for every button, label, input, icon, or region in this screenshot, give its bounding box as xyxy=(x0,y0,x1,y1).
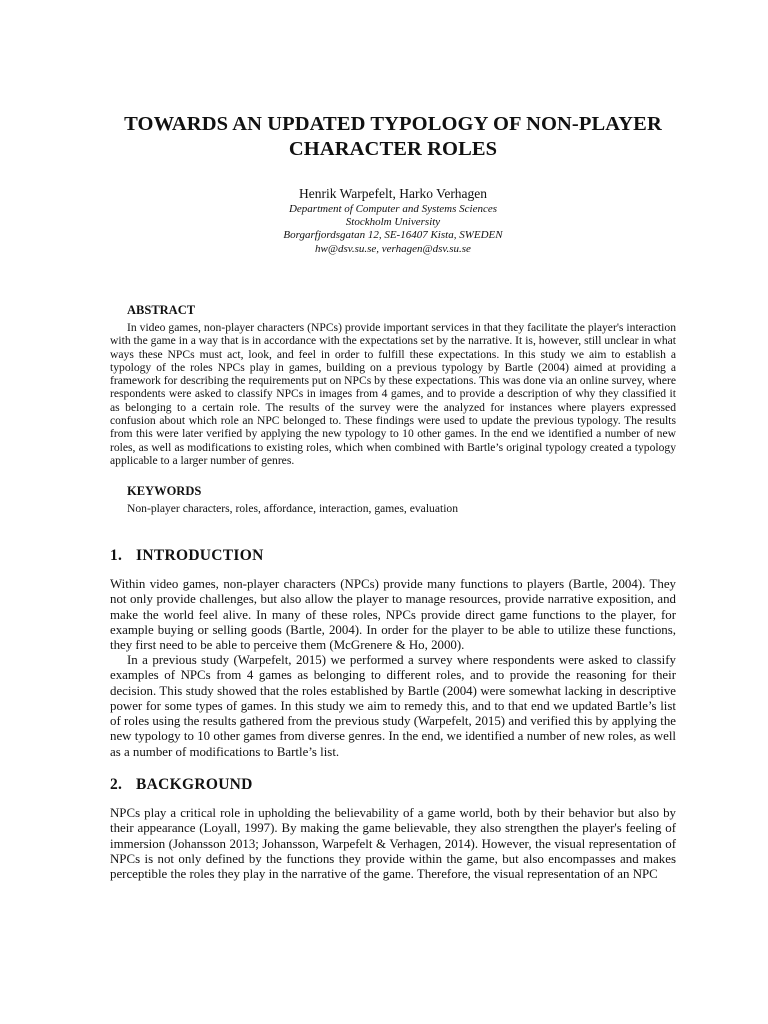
introduction-heading xyxy=(110,546,264,565)
background-paragraph-1: NPCs play a critical role in upholding the believability of a game world, both by their behavior but also by their appearance (Loyall, 1997). By making the game believable, they also strengthen the player's feeling of immersion (Johansson 2013; Johansson, Warpefelt & Verhagen, 2014). However, the visual representation of NPCs is not only defined by the functions they provide within the game, but also encompasses and makes perceptible the roles they play in the narrative of the game. Therefore, the visual representation of an NPC xyxy=(110,806,676,882)
affiliation-university: Stockholm University xyxy=(345,216,441,229)
introduction-section-title: INTRODUCTION xyxy=(136,547,264,564)
paper-authors: Henrik Warpefelt, Harko Verhagen xyxy=(298,186,488,201)
paper-title: TOWARDS AN UPDATED TYPOLOGY OF NON-PLAYER CHARACTER ROLES xyxy=(124,113,662,160)
abstract-heading: ABSTRACT xyxy=(127,303,196,317)
introduction-paragraph-2: In a previous study (Warpefelt, 2015) we performed a survey where respondents were asked to classify examples of NPCs from 4 games as belonging to different roles, and to provide the reasoning for their decision. This study showed that the roles established by Bartle (2004) were somewhat lacking in descriptive power for some types of games. In this study we aim to remedy this, and to that end we updated Bartle’s list of roles using the results gathered from the previous study (Warpefelt, 2015) and verified this by applying the new typology to 10 other games from diverse genres. In the end, we identified a number of new roles, as well as a number of modifications to Bartle’s list. xyxy=(110,653,676,759)
affiliation-department: Department of Computer and Systems Sciences xyxy=(288,203,498,215)
background-section-title: BACKGROUND xyxy=(136,776,253,793)
introduction-section-number: 1. xyxy=(110,547,123,564)
introduction-paragraph-1: Within video games, non-player characters (NPCs) provide many functions to players (Bartle, 2004). They not only provide challenges, but also allow the player to manage resources, provide narrative exposition, and make the world feel alive. In many of these roles, NPCs provide direct game functions to the player, for example buying or selling goods (Bartle, 2004). In order for the player to be able to utilize these functions, they first need to be able to perceive them (McGrenere & Ho, 2000). xyxy=(110,577,676,653)
affiliation-address: Borgarfjordsgatan 12, SE-16407 Kista, SWEDEN xyxy=(283,229,503,242)
background-section-number: 2. xyxy=(110,776,123,793)
author-affiliation xyxy=(110,203,676,256)
background-heading xyxy=(110,775,253,794)
abstract-text: In video games, non-player characters (NPCs) provide important services in that they facilitate the player's interaction with the game in a way that is in accordance with the expectations set by the narrative. It is, however, still unclear in what ways these NPCs must act, look, and feel in order to fulfill these expectations. In this study we aim to establish a typology of the roles NPCs play in games, building on a previous typology by Bartle (2004) aimed at providing a framework for describing the requirements put on NPCs by these expectations. This was done via an online survey, where respondents were asked to classify NPCs in images from 4 games, and to provide a description of why they classified it as belonging to a certain role. The results of the survey were the analyzed for instances where players expressed confusion about which role an NPC belonged to. These findings were used to update the previous typology. The results from this were later verified by applying the new typology to 10 other games. In the end we identified a number of new roles, as well as modifications to existing roles, which when combined with Bartle’s original typology created a typology applicable to a larger number of genres. xyxy=(110,321,676,467)
keywords-text: Non-player characters, roles, affordance, interaction, games, evaluation xyxy=(127,502,459,515)
keywords-heading: KEYWORDS xyxy=(127,484,202,498)
author-emails: hw@dsv.su.se, verhagen@dsv.su.se xyxy=(315,242,471,255)
